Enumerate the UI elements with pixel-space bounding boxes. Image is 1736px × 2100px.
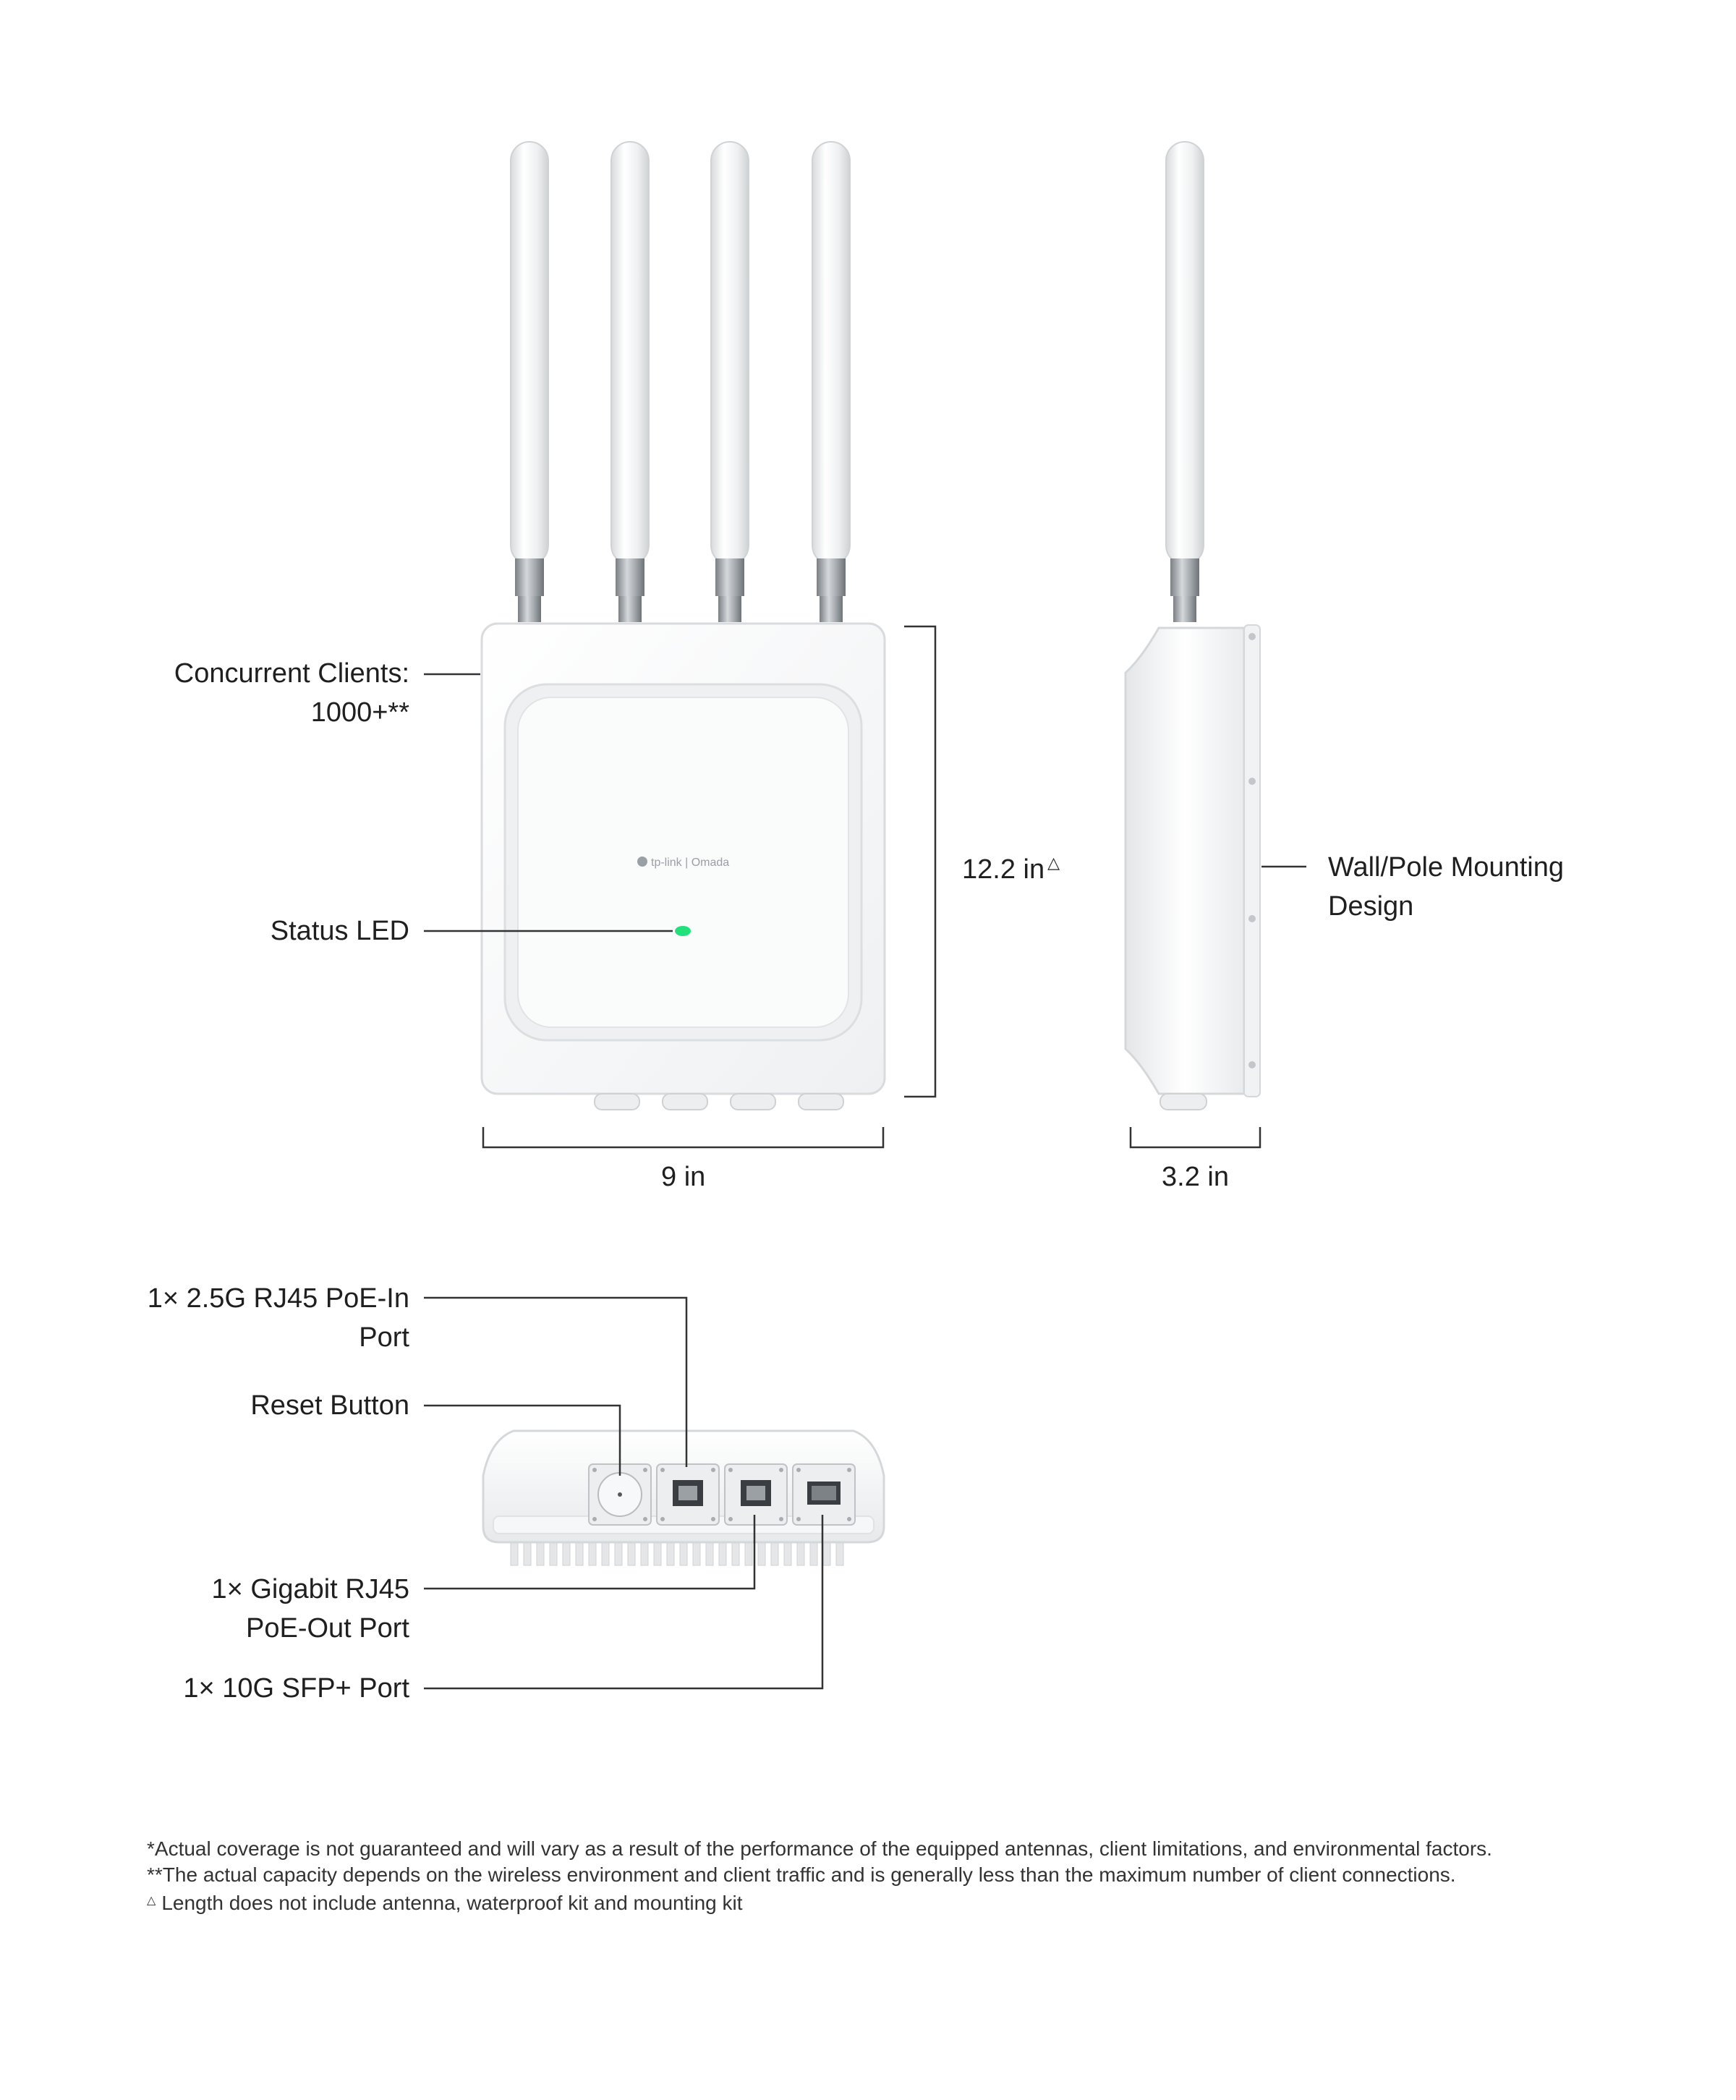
poe-out-port xyxy=(725,1464,787,1525)
poe-out-line2: PoE-Out Port xyxy=(246,1613,409,1644)
side-view xyxy=(1126,142,1306,1147)
cable-glands xyxy=(595,1094,843,1110)
status-led xyxy=(675,926,691,936)
footnote-capacity: **The actual capacity depends on the wireless environment and client traffic and is generally less than the maximum number of client connections. xyxy=(147,1863,1456,1886)
status-led-label: Status LED xyxy=(270,916,409,946)
height-label xyxy=(962,843,1060,889)
antenna xyxy=(1166,142,1204,622)
antenna xyxy=(711,142,749,622)
depth-label: 3.2 in xyxy=(1162,1162,1229,1192)
poe-in-line2: Port xyxy=(359,1322,409,1353)
concurrent-clients-line2: 1000+** xyxy=(310,697,409,728)
poe-in-port xyxy=(657,1464,719,1525)
height-footnote-mark: △ xyxy=(1047,854,1060,872)
logo-text: tp-link | Omada xyxy=(651,856,730,869)
height-dimension-line xyxy=(904,626,935,1097)
width-dimension-line xyxy=(483,1127,883,1147)
mounting-line2: Design xyxy=(1328,891,1414,922)
side-body xyxy=(1126,628,1244,1094)
poe-out-label xyxy=(211,1570,409,1648)
footnote-length xyxy=(147,1888,743,1916)
poe-out-line1: 1× Gigabit RJ45 xyxy=(211,1574,409,1604)
mounting-line1: Wall/Pole Mounting xyxy=(1328,852,1564,883)
height-value: 12.2 in xyxy=(962,854,1045,885)
front-view xyxy=(424,142,935,1147)
reset-button-label: Reset Button xyxy=(250,1390,409,1421)
antenna xyxy=(511,142,548,622)
concurrent-clients-line1: Concurrent Clients: xyxy=(174,658,409,689)
poe-in-label xyxy=(148,1279,409,1357)
antenna xyxy=(611,142,649,622)
poe-in-line1: 1× 2.5G RJ45 PoE-In xyxy=(147,1283,409,1314)
sfp-port-label: 1× 10G SFP+ Port xyxy=(183,1673,409,1704)
footnote-length-text: Length does not include antenna, waterproof kit and mounting kit xyxy=(161,1892,743,1914)
sfp-port xyxy=(793,1464,855,1525)
width-label: 9 in xyxy=(661,1162,706,1192)
antenna xyxy=(812,142,850,622)
concurrent-clients-label xyxy=(174,654,409,732)
mounting-label xyxy=(1328,848,1564,926)
footnote-length-mark: △ xyxy=(147,1895,156,1907)
tp-link-logo xyxy=(637,856,729,869)
depth-dimension-line xyxy=(1131,1127,1260,1147)
footnote-coverage: *Actual coverage is not guaranteed and will vary as a result of the performance of the equipped antennas, client limitations, and environmental factors. xyxy=(147,1837,1492,1860)
bottom-view xyxy=(424,1298,884,1688)
